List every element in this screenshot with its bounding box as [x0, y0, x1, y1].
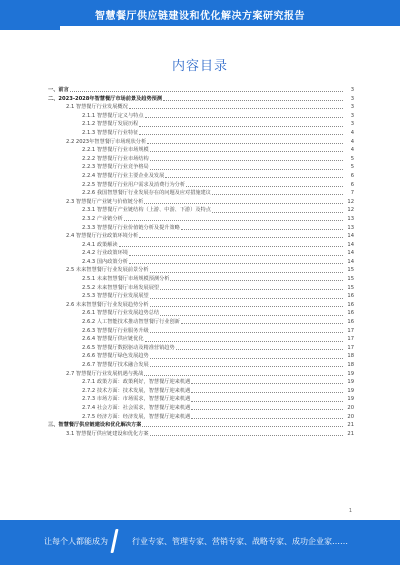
toc-entry-label: 2.6.3 智慧餐厅行业服务升级 — [82, 327, 149, 334]
toc-leader-dots — [150, 159, 343, 161]
toc-entry-label: 3.1 智慧餐厅供应链建设和优化方案 — [66, 430, 149, 437]
table-of-contents — [48, 86, 354, 438]
toc-entry-label: 一、前言 — [48, 87, 69, 93]
toc-entry-page: 14 — [347, 233, 354, 240]
toc-leader-dots — [145, 340, 343, 342]
toc-entry-label: 2.6 未来智慧餐厅行业发展趋势分析 — [66, 301, 149, 308]
toc-entry-page: 3 — [350, 95, 354, 102]
toc-heading: 内容目录 — [171, 59, 228, 74]
toc-entry[interactable] — [48, 344, 354, 353]
toc-leader-dots — [191, 382, 343, 384]
footer-divider — [110, 529, 118, 553]
toc-entry-page: 13 — [347, 224, 354, 231]
toc-entry-label: 2.4.1 政策解读 — [82, 241, 118, 248]
toc-entry-label: 2.6.4 智慧餐厅供应链优化 — [82, 336, 144, 343]
toc-entry-label: 2.2.1 智慧餐厅行业市场规模 — [82, 147, 149, 154]
toc-entry[interactable] — [48, 395, 354, 404]
toc-entry[interactable] — [48, 266, 354, 275]
footer-banner — [0, 520, 400, 565]
toc-entry[interactable] — [48, 129, 354, 138]
toc-leader-dots — [165, 176, 343, 178]
toc-entry-label: 2.1.3 智慧餐厅行业特征 — [82, 129, 139, 136]
toc-entry-page: 17 — [347, 344, 354, 351]
toc-entry-page: 15 — [347, 276, 354, 283]
toc-entry-label: 2.2.6 我国智慧餐厅行业发展存在的问题及应对措施建议 — [82, 190, 211, 197]
toc-entry-label: 2.1.1 智慧餐厅定义与特点 — [82, 112, 144, 119]
toc-entry[interactable] — [48, 309, 354, 318]
toc-entry-label: 2.4.2 行业政策环境 — [82, 250, 128, 257]
toc-entry-label: 2.5.1 未来智慧餐厅市场规模预测分析 — [82, 276, 170, 283]
toc-entry-page: 17 — [347, 327, 354, 334]
toc-leader-dots — [191, 417, 343, 419]
toc-leader-dots — [150, 305, 343, 307]
toc-entry[interactable] — [48, 224, 354, 233]
toc-entry-page: 19 — [347, 379, 354, 386]
toc-leader-dots — [186, 185, 343, 187]
toc-entry-page: 12 — [347, 207, 354, 214]
toc-leader-dots — [212, 211, 343, 213]
toc-entry-page: 6 — [350, 181, 354, 188]
toc-entry-label: 2.4 智慧餐厅行业政策环境分析 — [66, 233, 139, 240]
toc-entry[interactable] — [48, 387, 354, 396]
toc-entry-label: 2.7.1 政策方面：政策利好，智慧餐厅迎来机遇 — [82, 379, 191, 386]
toc-entry-label: 2.7.3 市场方面：市场需求，智慧餐厅迎来机遇 — [82, 396, 191, 403]
toc-entry-page: 20 — [347, 404, 354, 411]
toc-entry-label: 2.3.1 智慧餐厅产业链结构（上游、中游、下游）及特点 — [82, 207, 211, 214]
report-title: 智慧餐厅供应链建设和优化解决方案研究报告 — [95, 11, 305, 22]
toc-entry-page: 14 — [347, 250, 354, 257]
toc-entry-page: 16 — [347, 293, 354, 300]
toc-leader-dots — [150, 297, 343, 299]
toc-leader-dots — [144, 374, 343, 376]
header-accent — [0, 26, 60, 30]
toc-entry-page: 4 — [350, 138, 354, 145]
toc-entry[interactable] — [48, 370, 354, 379]
toc-entry[interactable] — [48, 232, 354, 241]
toc-entry-page: 16 — [347, 301, 354, 308]
toc-entry-page: 16 — [347, 310, 354, 317]
toc-leader-dots — [181, 322, 343, 324]
toc-entry-label: 2.7.2 技术方面：技术发展，智慧餐厅迎来机遇 — [82, 387, 191, 394]
toc-entry-page: 19 — [347, 396, 354, 403]
toc-entry-label: 2.6.5 智慧餐厅数据驱动及精准营销趋势 — [82, 344, 175, 351]
toc-entry-page: 16 — [347, 319, 354, 326]
toc-entry-page: 21 — [347, 430, 354, 437]
toc-entry[interactable] — [48, 327, 354, 336]
toc-leader-dots — [139, 125, 343, 127]
toc-leader-dots — [147, 142, 343, 144]
toc-entry-label: 2.2.5 智慧餐厅行业用户需求及消费行为分析 — [82, 181, 186, 188]
toc-leader-dots — [129, 254, 343, 256]
toc-entry-label: 2.3 智慧餐厅产业链与价值链分析 — [66, 198, 144, 205]
toc-entry[interactable] — [48, 86, 354, 95]
toc-entry[interactable] — [48, 172, 354, 181]
toc-entry-page: 3 — [350, 87, 354, 93]
toc-entry-page: 21 — [347, 422, 354, 429]
toc-entry-label: 三、智慧餐厅供应链建设和优化解决方案 — [48, 422, 142, 429]
toc-leader-dots — [150, 331, 343, 333]
toc-entry-label: 2.5.3 智慧餐厅行业发展展望 — [82, 293, 149, 300]
toc-entry[interactable] — [48, 120, 354, 129]
toc-entry-page: 18 — [347, 362, 354, 368]
toc-entry-page: 4 — [350, 147, 354, 154]
toc-entry-page: 12 — [347, 198, 354, 205]
toc-entry[interactable] — [48, 284, 354, 293]
toc-entry-label: 2.1 智慧餐厅行业发展概况 — [66, 104, 128, 111]
footer-slogan-left: 让每个人都能成为 — [44, 537, 108, 546]
toc-entry[interactable] — [48, 112, 354, 121]
toc-entry[interactable] — [48, 181, 354, 190]
toc-entry-label: 2.3.2 产业链分析 — [82, 215, 123, 222]
toc-leader-dots — [181, 228, 343, 230]
toc-entry[interactable] — [48, 361, 354, 370]
toc-entry[interactable] — [48, 138, 354, 147]
toc-entry-label: 2.4.3 国内政策分析 — [82, 258, 128, 265]
toc-leader-dots — [139, 133, 343, 135]
toc-entry[interactable] — [48, 292, 354, 301]
toc-entry-label: 2.3.3 智慧餐厅行业价值链分析及提升策略 — [82, 224, 180, 231]
toc-entry[interactable] — [48, 335, 354, 344]
toc-leader-dots — [145, 116, 343, 118]
toc-leader-dots — [144, 202, 343, 204]
toc-entry-page: 18 — [347, 353, 354, 360]
toc-leader-dots — [163, 99, 343, 101]
toc-leader-dots — [129, 107, 343, 109]
toc-entry[interactable] — [48, 378, 354, 387]
toc-entry[interactable] — [48, 275, 354, 284]
toc-leader-dots — [160, 288, 343, 290]
toc-entry-label: 2.2.2 智慧餐厅行业市场结构 — [82, 155, 149, 162]
toc-entry[interactable] — [48, 413, 354, 422]
toc-entry-label: 2.1.2 智慧餐厅发展历程 — [82, 121, 139, 128]
toc-entry-page: 17 — [347, 336, 354, 343]
toc-entry-label: 2.5 未来智慧餐厅行业发展前景分析 — [66, 267, 149, 274]
toc-entry-page: 4 — [350, 129, 354, 136]
toc-leader-dots — [124, 219, 343, 221]
toc-entry[interactable] — [48, 206, 354, 215]
toc-leader-dots — [212, 193, 343, 195]
toc-entry-page: 15 — [347, 284, 354, 291]
toc-entry[interactable] — [48, 352, 354, 361]
toc-leader-dots — [191, 400, 343, 402]
toc-entry[interactable] — [48, 258, 354, 267]
toc-leader-dots — [119, 245, 343, 247]
toc-entry-page: 7 — [350, 190, 354, 197]
toc-entry[interactable] — [48, 103, 354, 112]
toc-entry-label: 2.6.6 智慧餐厅绿色发展趋势 — [82, 353, 149, 360]
toc-entry-page: 5 — [350, 155, 354, 162]
toc-entry-page: 19 — [347, 370, 354, 377]
toc-leader-dots — [139, 236, 343, 238]
page-number: 1 — [348, 508, 352, 514]
toc-entry[interactable] — [48, 430, 354, 439]
toc-entry-page: 3 — [350, 104, 354, 111]
toc-entry[interactable] — [48, 421, 354, 430]
toc-entry[interactable] — [48, 163, 354, 172]
toc-entry[interactable] — [48, 241, 354, 250]
footer-slogan-right: 行业专家、管理专家、营销专家、战略专家、成功企业家…… — [132, 537, 348, 546]
toc-leader-dots — [160, 314, 343, 316]
toc-entry[interactable] — [48, 146, 354, 155]
toc-leader-dots — [150, 365, 343, 367]
toc-leader-dots — [142, 425, 343, 427]
toc-entry-label: 2.6.1 智慧餐厅行业发展趋势总结 — [82, 310, 160, 317]
toc-leader-dots — [150, 168, 343, 170]
toc-entry[interactable] — [48, 155, 354, 164]
toc-leader-dots — [170, 279, 343, 281]
toc-entry[interactable] — [48, 95, 354, 104]
toc-entry-page: 13 — [347, 215, 354, 222]
toc-leader-dots — [70, 90, 343, 92]
toc-entry[interactable] — [48, 198, 354, 207]
toc-leader-dots — [150, 150, 343, 152]
toc-leader-dots — [150, 434, 343, 436]
toc-entry[interactable] — [48, 404, 354, 413]
toc-entry-label: 2.6.7 智慧餐厅技术融合发展 — [82, 362, 149, 368]
toc-entry-page: 20 — [347, 413, 354, 420]
toc-entry-label: 2.7.5 经济方面：经济发展，智慧餐厅迎来机遇 — [82, 413, 191, 420]
toc-entry-page: 15 — [347, 267, 354, 274]
toc-entry-page: 14 — [347, 258, 354, 265]
toc-entry[interactable] — [48, 189, 354, 198]
header-banner — [0, 0, 400, 26]
toc-entry-page: 3 — [350, 121, 354, 128]
toc-entry-page: 5 — [350, 164, 354, 171]
toc-entry-page: 19 — [347, 387, 354, 394]
toc-entry[interactable] — [48, 318, 354, 327]
toc-leader-dots — [191, 408, 343, 410]
toc-entry-label: 2.6.2 人工智能技术推动智慧餐厅行业创新 — [82, 319, 180, 326]
toc-entry-label: 2.7 智慧餐厅行业发展机遇与挑战 — [66, 370, 144, 377]
toc-entry[interactable] — [48, 215, 354, 224]
toc-entry-label: 二、2023-2028年智慧餐厅市场前景及趋势预测 — [48, 95, 163, 102]
toc-entry-label: 2.2.3 智慧餐厅行业竞争格局 — [82, 164, 149, 171]
toc-leader-dots — [191, 391, 343, 393]
toc-leader-dots — [150, 357, 343, 359]
toc-entry-label: 2.2 2023年智慧餐厅市场现状分析 — [66, 138, 147, 145]
toc-entry[interactable] — [48, 301, 354, 310]
toc-entry[interactable] — [48, 249, 354, 258]
toc-entry-label: 2.5.2 未来智慧餐厅市场发展展望 — [82, 284, 160, 291]
toc-entry-page: 3 — [350, 112, 354, 119]
toc-leader-dots — [129, 262, 343, 264]
toc-leader-dots — [176, 348, 343, 350]
toc-entry-page: 6 — [350, 172, 354, 179]
toc-entry-label: 2.2.4 智慧餐厅行业主要企业及发展 — [82, 172, 165, 179]
toc-entry-page: 14 — [347, 241, 354, 248]
toc-entry-label: 2.7.4 社会方面：社会需求，智慧餐厅迎来机遇 — [82, 404, 191, 411]
toc-leader-dots — [150, 271, 343, 273]
